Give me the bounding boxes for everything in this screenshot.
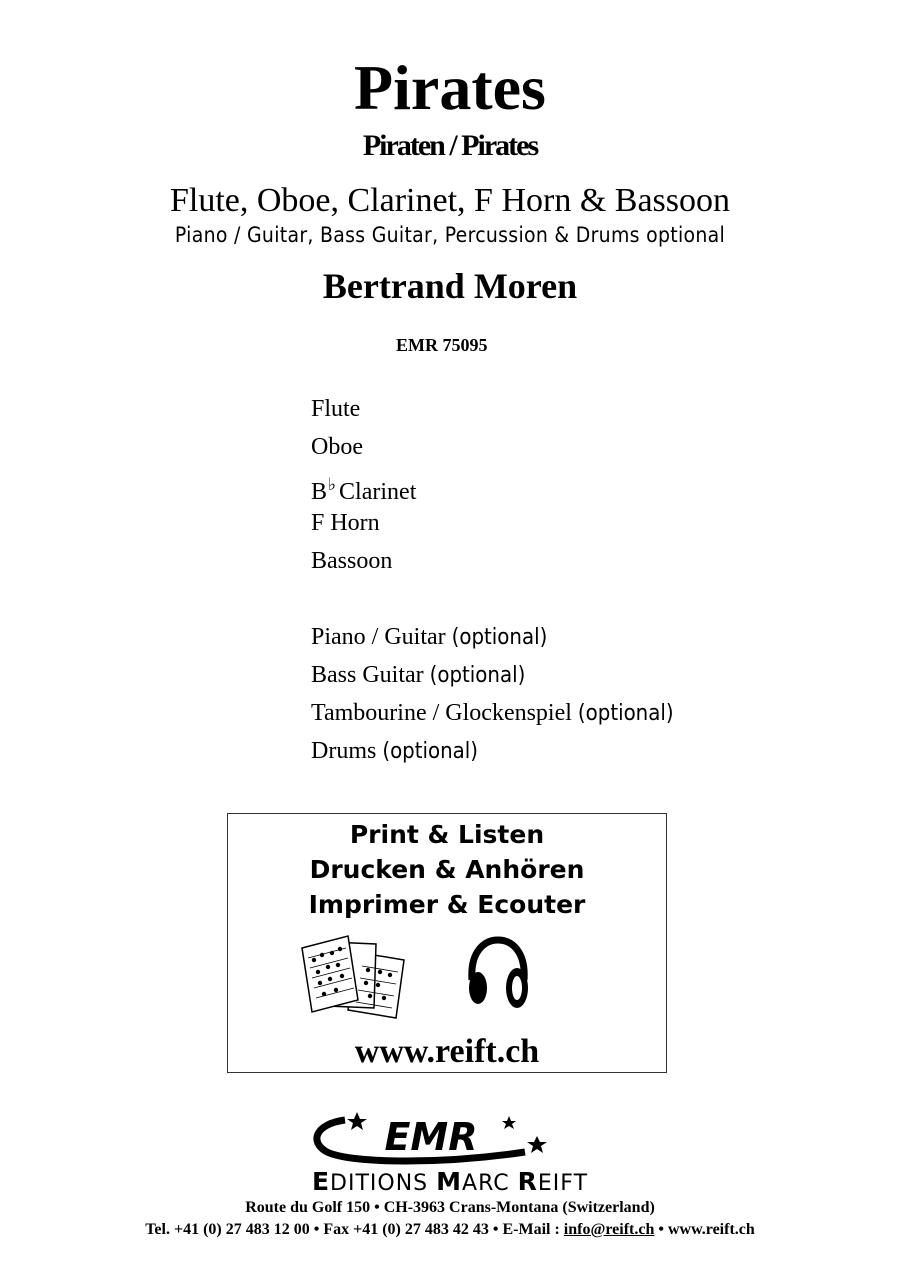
subtitle: Piraten / Pirates [362, 129, 538, 162]
part-piano-label: Piano / Guitar [311, 624, 446, 650]
promo-line-de: Drucken & Anhören [309, 855, 585, 884]
composer: Bertrand Moren [322, 266, 578, 306]
publisher-name-part1: DITIONS [330, 1171, 437, 1196]
optional-label: (optional) [429, 663, 526, 688]
part-drums [311, 732, 674, 770]
optional-label: (optional) [382, 739, 479, 764]
print-listen-box [227, 813, 667, 1073]
clarinet-label: Clarinet [339, 479, 417, 505]
part-horn: F Horn [311, 510, 380, 536]
part-bassoon: Bassoon [311, 548, 393, 574]
headphones-icon [464, 936, 532, 1012]
optional-instrumentation: Piano / Guitar, Bass Guitar, Percussion & Drums optional [174, 223, 726, 247]
logo-letters: EMR [384, 1115, 478, 1159]
flat-sign: ♭ [328, 475, 337, 494]
publisher-address: Route du Golf 150 • CH-3963 Crans-Montana (Switzerland) [245, 1199, 655, 1216]
part-oboe: Oboe [311, 434, 363, 460]
part-clarinet [311, 466, 674, 504]
publisher-initial-e: E [311, 1167, 331, 1196]
email-link[interactable]: info@reift.ch [563, 1221, 655, 1238]
parts-gap [311, 580, 674, 618]
part-percussion-label: Tambourine / Glockenspiel [311, 700, 572, 726]
part-percussion [311, 694, 674, 732]
part-piano [311, 618, 674, 656]
promo-line-fr: Imprimer & Ecouter [308, 890, 586, 919]
sheet-music-icon [300, 934, 412, 1022]
promo-url[interactable]: www.reift.ch [354, 1033, 540, 1070]
instrumentation: Flute, Oboe, Clarinet, F Horn & Bassoon [169, 182, 731, 219]
title: Pirates [354, 52, 546, 123]
emr-logo [305, 1108, 565, 1168]
promo-line-en: Print & Listen [349, 820, 545, 849]
publisher-contact [0, 1219, 900, 1241]
publisher-initial-r: R [517, 1167, 538, 1196]
optional-label: (optional) [451, 625, 548, 650]
part-drums-label: Drums [311, 738, 377, 764]
parts-list [311, 390, 674, 770]
publisher-name [0, 1167, 900, 1199]
clarinet-key: B [311, 479, 328, 505]
website: • www.reift.ch [654, 1221, 755, 1238]
part-bass [311, 656, 674, 694]
part-flute: Flute [311, 396, 361, 422]
phone-fax: Tel. +41 (0) 27 483 12 00 • Fax +41 (0) 27 483 42 43 • E-Mail : [145, 1221, 564, 1238]
optional-label: (optional) [577, 701, 674, 726]
part-bass-label: Bass Guitar [311, 662, 424, 688]
publisher-name-part2: ARC [462, 1171, 518, 1196]
catalog-number: EMR 75095 [396, 335, 488, 355]
publisher-initial-m: M [436, 1167, 463, 1196]
publisher-name-part3: EIFT [537, 1171, 589, 1196]
